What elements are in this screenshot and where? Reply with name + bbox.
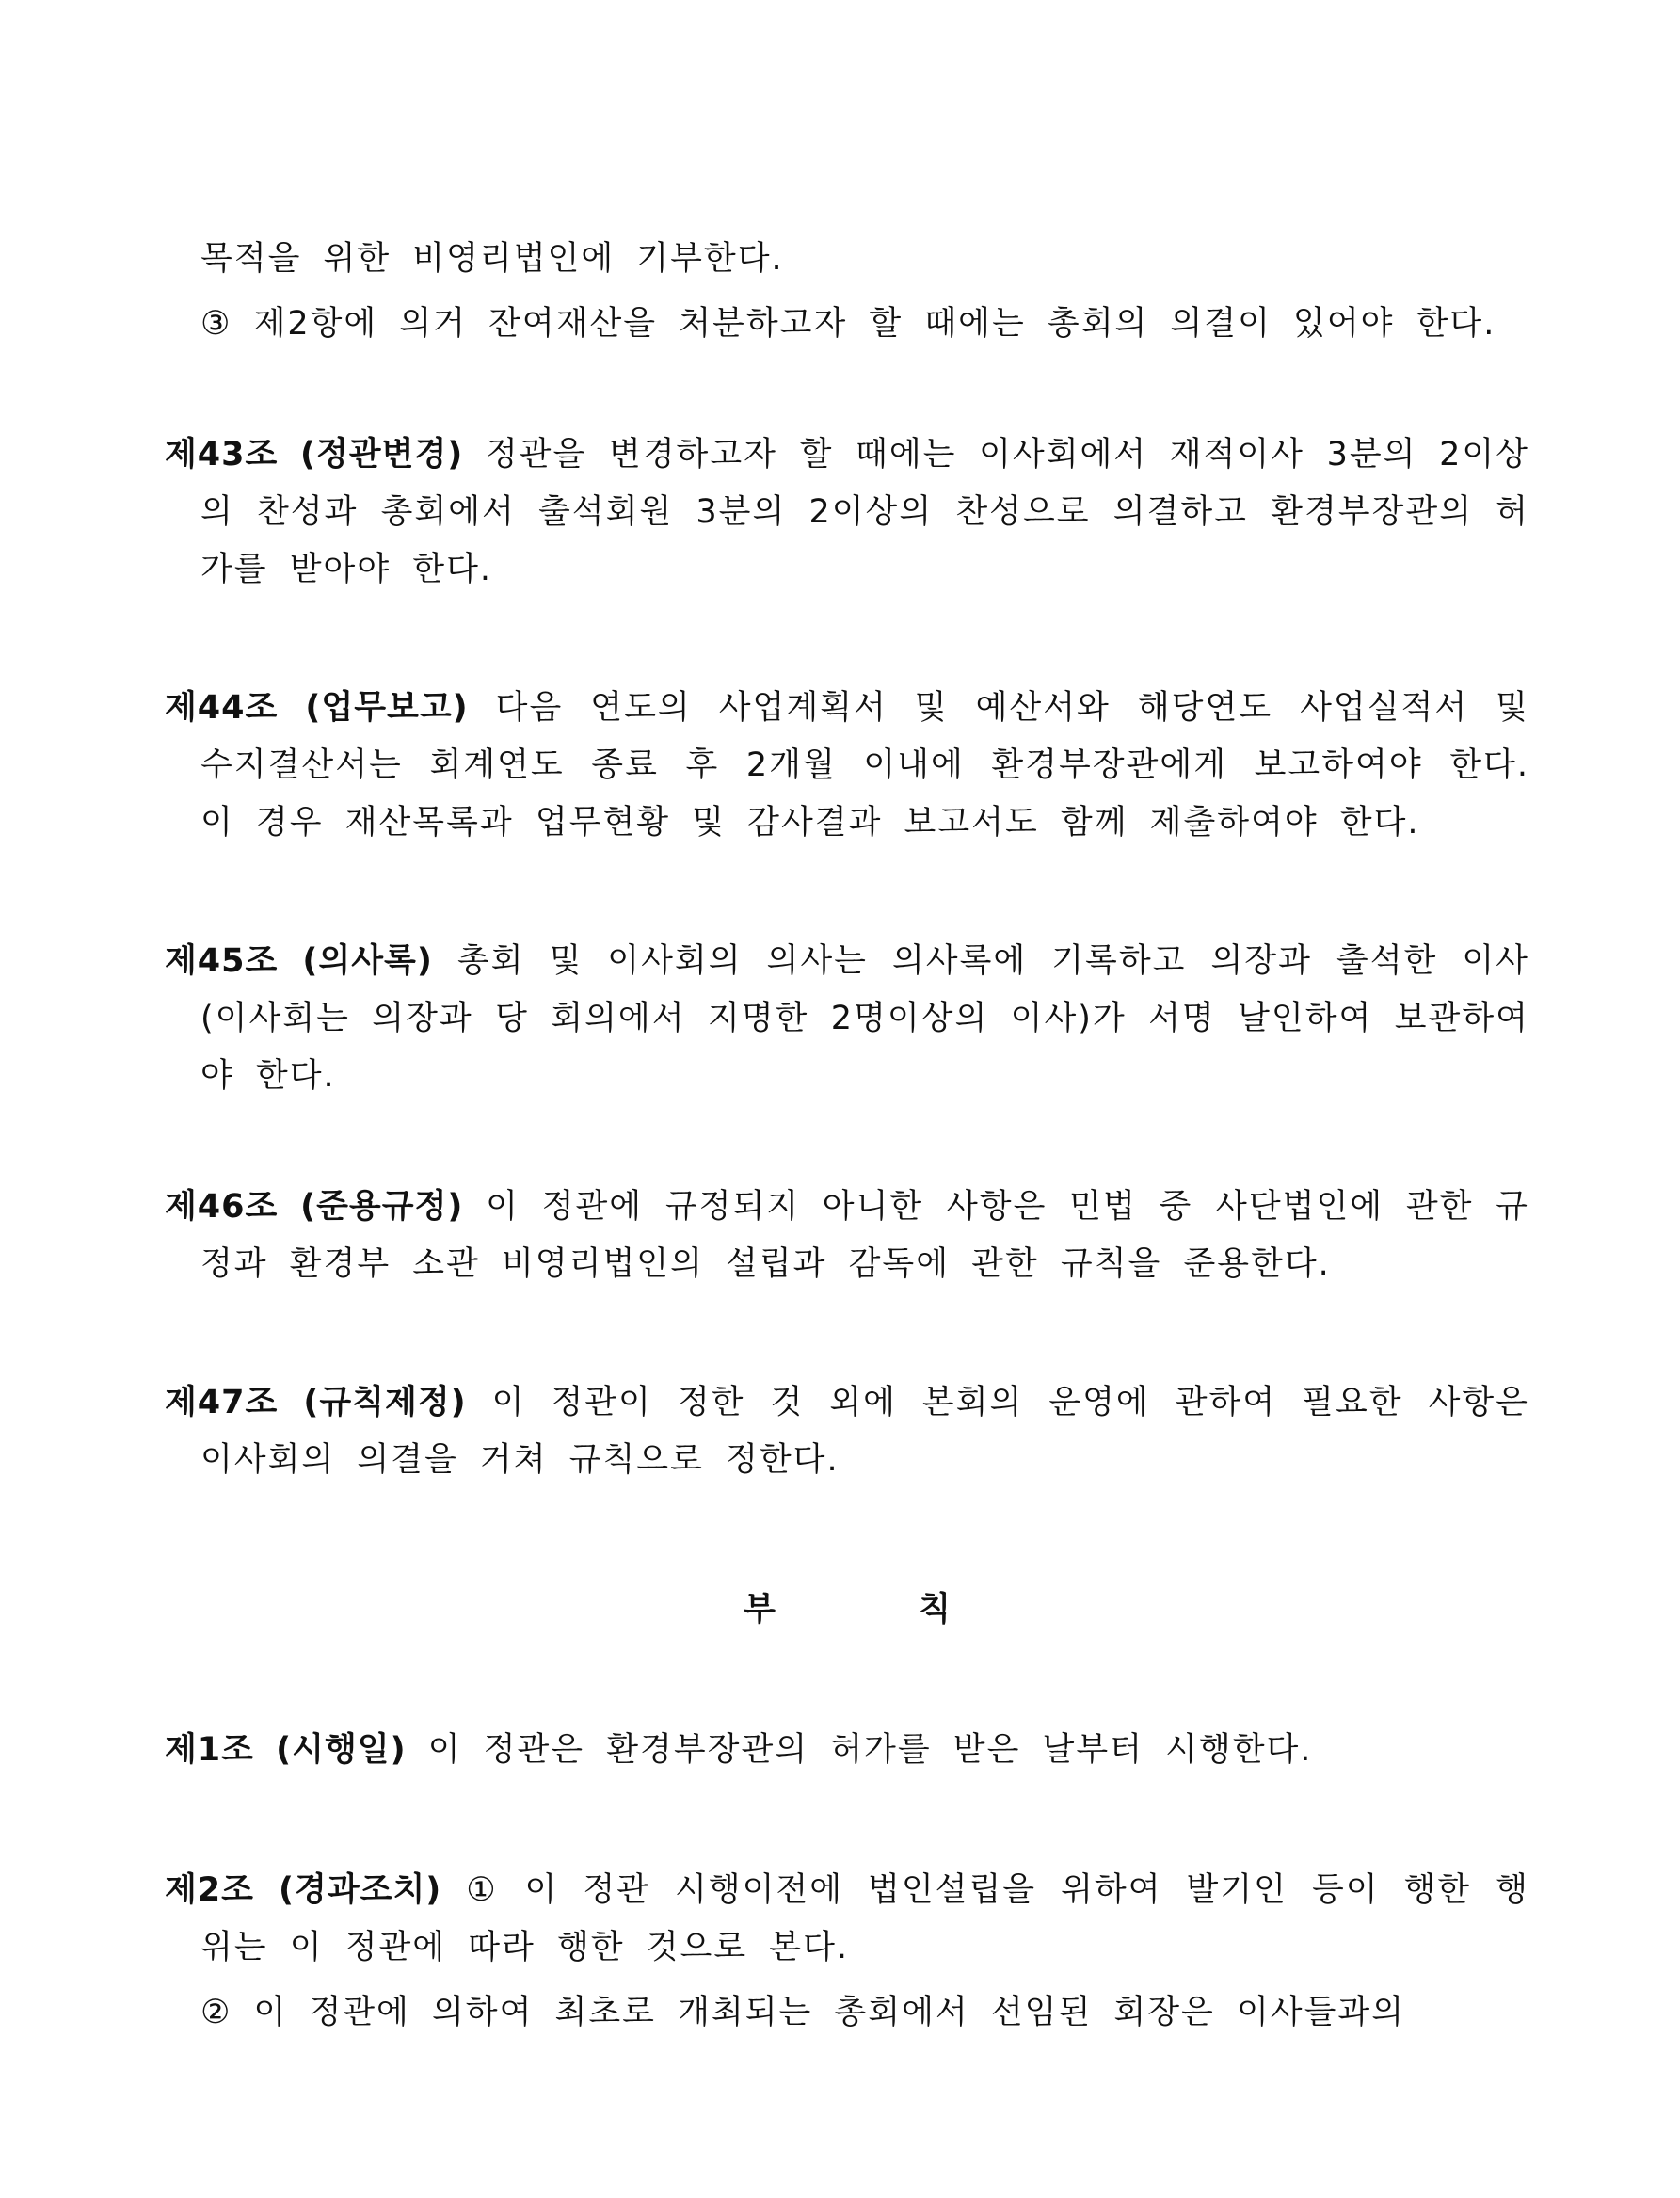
article-44 [165,680,1529,852]
article-45-heading: 제45조 (의사록) [165,942,433,980]
supplementary-article-2-heading: 제2조 (경과조치) [165,1871,442,1909]
supplementary-article-2-text: ① 이 정관 시행이전에 법인설립을 위하여 발기인 등이 행한 행위는 이 정관에 따라 행한 것으로 본다. [200,1871,1529,1966]
article-42-continuation: 목적을 위한 비영리법인에 기부한다. [200,240,784,278]
supplementary-article-1-heading: 제1조 (시행일) [165,1731,407,1769]
supplementary-article-2-clause-2: ② 이 정관에 의하여 최초로 개최되는 총회에서 선임된 회장은 이사들과의 [200,1994,1405,2031]
article-46-text: 이 정관에 규정되지 아니한 사항은 민법 중 사단법인에 관한 규정과 환경부 소관 비영리법인의 설립과 감독에 관한 규칙을 준용한다. [200,1188,1529,1283]
article-47-heading: 제47조 (규칙제정) [165,1384,467,1421]
article-46 [165,1179,1529,1293]
article-46-heading: 제46조 (준용규정) [165,1188,464,1226]
article-42-clause-3: ③ 제2항에 의거 잔여재산을 처분하고자 할 때에는 총회의 의결이 있어야 한다. [200,305,1496,343]
article-45 [165,933,1529,1105]
article-44-heading: 제44조 (업무보고) [165,689,469,727]
document-body [165,231,1529,2042]
article-47 [165,1374,1529,1489]
article-43-heading: 제43조 (정관변경) [165,436,464,473]
supplementary-article-1 [165,1722,1529,1779]
supplementary-article-2 [165,1862,1529,1977]
article-43 [165,426,1529,599]
article-43-text: 정관을 변경하고자 할 때에는 이사회에서 재적이사 3분의 2이상의 찬성과 총회에서 출석회원 3분의 2이상의 찬성으로 의결하고 환경부장관의 허가를 받아야 한다. [200,436,1529,588]
article-44-text: 다음 연도의 사업계획서 및 예산서와 해당연도 사업실적서 및 수지결산서는 회계연도 종료 후 2개월 이내에 환경부장관에게 보고하여야 한다. 이 경우 재산목록과 업무현황 및 감사결과 보고서도 함께 제출하여야 한다. [200,689,1529,842]
supplementary-article-1-text: 이 정관은 환경부장관의 허가를 받은 날부터 시행한다. [427,1731,1313,1769]
article-47-text: 이 정관이 정한 것 외에 본회의 운영에 관하여 필요한 사항은 이사회의 의결을 거쳐 규칙으로 정한다. [200,1384,1529,1479]
article-45-text: 총회 및 이사회의 의사는 의사록에 기록하고 의장과 출석한 이사(이사회는 의장과 당 회의에서 지명한 2명이상의 이사)가 서명 날인하여 보관하여야 한다. [200,942,1529,1095]
supplementary-title: 부 칙 [744,1591,951,1628]
